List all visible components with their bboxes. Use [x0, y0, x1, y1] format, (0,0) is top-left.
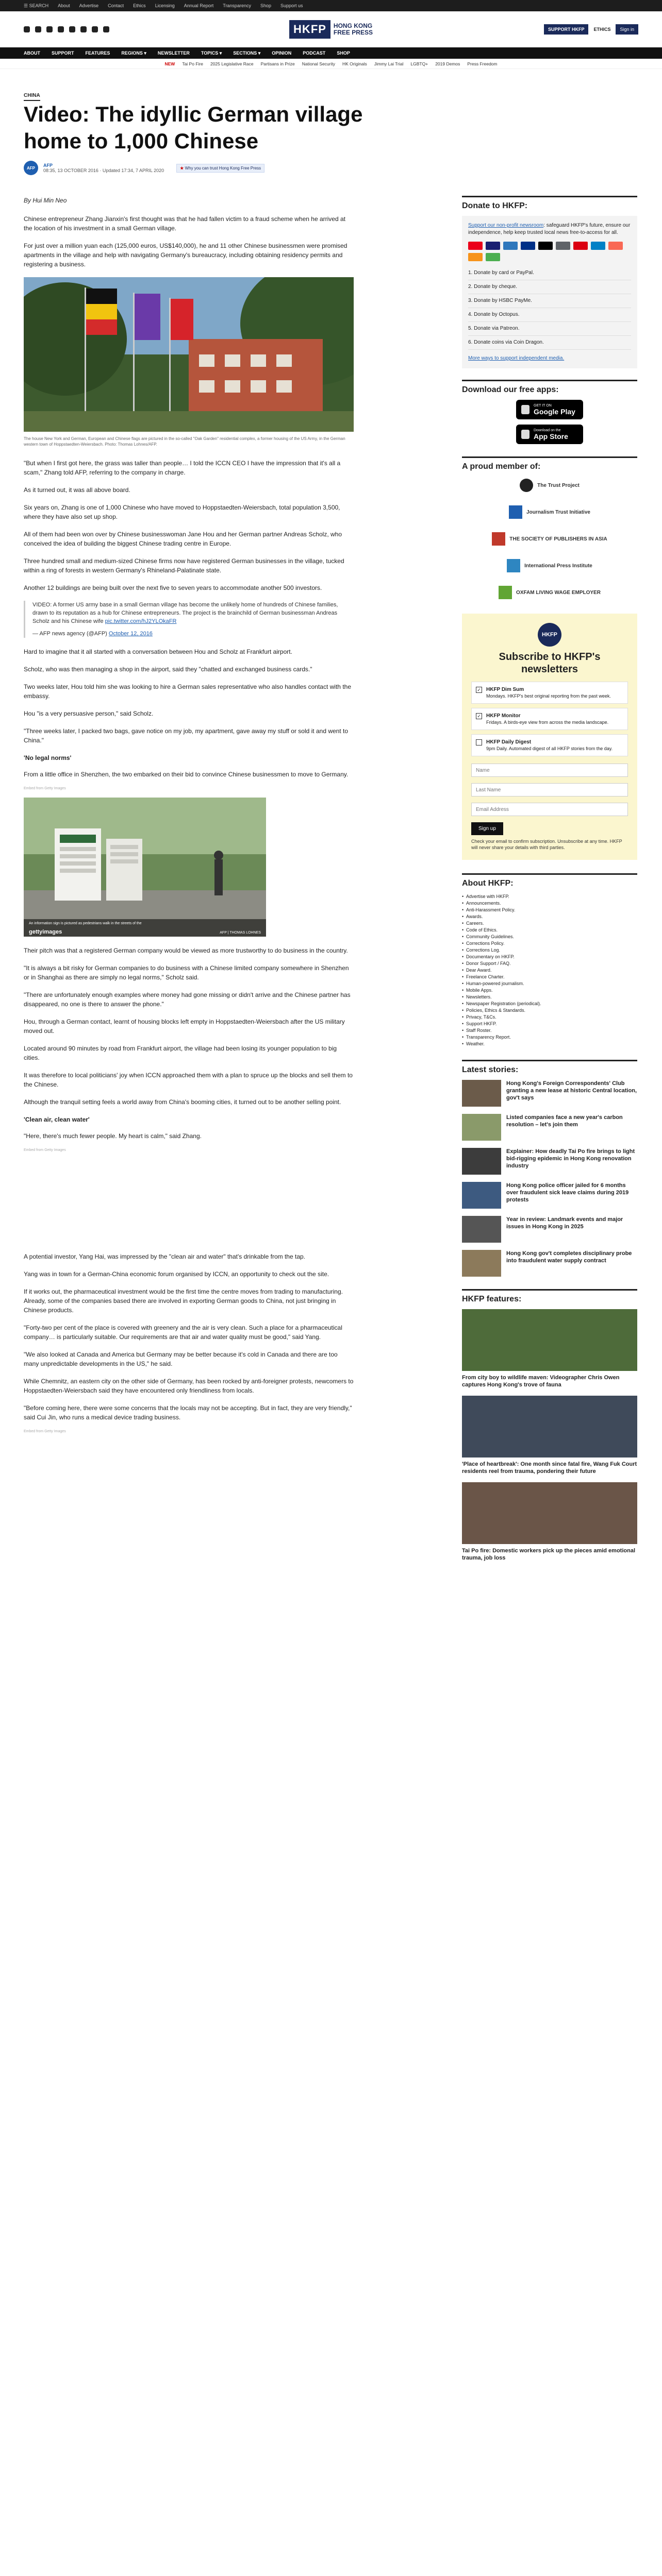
about-link[interactable]: • Awards. — [462, 913, 637, 920]
story-thumbnail[interactable] — [462, 1216, 501, 1243]
oak-garden-sign-illustration — [24, 798, 266, 937]
latest-story[interactable] — [462, 1114, 637, 1141]
about-link[interactable]: • Privacy, T&Cs. — [462, 1014, 637, 1021]
apple-pay-icon — [538, 242, 553, 250]
byline-meta — [43, 163, 164, 173]
apps-heading: Download our free apps: — [462, 380, 637, 395]
site-logo[interactable] — [289, 20, 373, 39]
nav-newsletter[interactable]: NEWSLETTER — [157, 50, 190, 56]
paragraph: "Forty-two per cent of the place is covered with greenery and the air is very clean. Such a place for a pharmaceutical company… is particularly suitable. Our requirements are that air and water quality must be good," said Yang. — [24, 1324, 342, 1341]
article-photo-flags[interactable] — [24, 277, 354, 432]
donate-heading: Donate to HKFP: — [462, 196, 637, 211]
about-link[interactable]: • Newspaper Registration (periodical). — [462, 1001, 637, 1007]
donate-option[interactable]: 5. Donate via Patreon. — [468, 322, 631, 336]
member-name: THE SOCIETY OF PUBLISHERS IN ASIA — [509, 536, 607, 542]
latest-story[interactable] — [462, 1216, 637, 1243]
last-name-input[interactable] — [471, 783, 628, 796]
embed-credit: Embed from Getty Images — [24, 1148, 66, 1152]
x-icon[interactable] — [35, 26, 41, 32]
getty-credit: AFP | THOMAS LOHNES — [220, 931, 261, 935]
option-desc: Fridays. A birds-eye view from across the media landscape. — [486, 720, 609, 725]
article-category[interactable]: CHINA — [24, 93, 40, 101]
tweet-source: — AFP news agency (@AFP) — [32, 631, 107, 637]
nav-shop[interactable]: SHOP — [337, 50, 350, 56]
util-transparency-link[interactable]: Transparency — [223, 3, 251, 8]
youtube-icon[interactable] — [58, 26, 64, 32]
about-link[interactable]: • Newsletters. — [462, 994, 637, 1001]
article-headline: Video: The idyllic German village home to 1,000 Chinese — [24, 102, 363, 153]
member-name: International Press Institute — [524, 563, 592, 569]
social-icons — [24, 26, 109, 32]
tweet-pic-link[interactable]: pic.twitter.com/hJ2YLOkaFR — [105, 618, 177, 624]
payment-icons — [468, 242, 631, 261]
email-input[interactable] — [471, 803, 628, 816]
article-dates: 08:35, 13 OCTOBER 2016 · Updated 17:34, 7 APRIL 2020 — [43, 168, 164, 173]
paragraph: "There are unfortunately enough examples where money had gone missing or didn't arrive and the Chinese partner has disappeared, no one is there to answer the phone." — [24, 991, 351, 1008]
util-search-link[interactable]: ☰ SEARCH — [24, 3, 49, 8]
sopa-logo[interactable] — [492, 530, 607, 548]
paragraph: Their pitch was that a registered German company would be viewed as more trustworthy to do business in the country. — [24, 947, 348, 954]
latest-story[interactable] — [462, 1182, 637, 1209]
about-link[interactable]: • Transparency Report. — [462, 1034, 637, 1041]
linkedin-icon[interactable] — [80, 26, 87, 32]
trust-star-icon: ★ — [180, 165, 184, 171]
paypal-icon — [521, 242, 535, 250]
donate-intro — [468, 222, 631, 236]
nav-opinion[interactable]: OPINION — [272, 50, 292, 56]
telegram-icon[interactable] — [92, 26, 98, 32]
trending-item[interactable]: National Security — [302, 61, 335, 66]
paragraph: Chinese entrepreneur Zhang Jianxin's first thought was that he had fallen victim to a fraud scheme when he arrived at the location of his investment in a small German village. — [24, 215, 345, 232]
coin-dragon-icon — [468, 253, 483, 261]
story-thumbnail[interactable] — [462, 1114, 501, 1141]
option-desc: 9pm Daily. Automated digest of all HKFP stories from the day. — [486, 746, 613, 751]
feature-title[interactable]: Tai Po fire: Domestic workers pick up the pieces amid emotional trauma, job loss — [462, 1548, 635, 1561]
donate-text: : safeguard HKFP's future, ensure our independence, help keep trusted local news free-to-access for all. — [468, 223, 631, 235]
octopus-icon — [591, 242, 605, 250]
about-link[interactable]: • Support HKFP. — [462, 1021, 637, 1027]
paragraph: Located around 90 minutes by road from Frankfurt airport, the village had been losing its younger population to big cities. — [24, 1045, 337, 1061]
ipi-logo[interactable] — [507, 557, 592, 574]
util-about-link[interactable]: About — [58, 3, 70, 8]
story-title[interactable]: Year in review: Landmark events and major issues in Hong Kong in 2025 — [506, 1216, 623, 1230]
member-name: Journalism Trust Initiative — [526, 509, 590, 515]
nav-regions[interactable]: REGIONS ▾ — [121, 50, 146, 56]
latest-story[interactable] — [462, 1080, 637, 1107]
trust-badge[interactable] — [176, 164, 264, 173]
feature-thumbnail[interactable] — [462, 1309, 637, 1371]
feature-story[interactable] — [462, 1309, 637, 1388]
getty-caption: An information sign is pictured as pedestrians walk in the streets of the — [29, 922, 142, 925]
about-link[interactable]: • Mobile Apps. — [462, 987, 637, 994]
author-avatar[interactable]: AFP — [24, 161, 38, 175]
latest-stories — [462, 1080, 637, 1277]
features-heading: HKFP features: — [462, 1289, 637, 1304]
about-link[interactable]: • Announcements. — [462, 900, 637, 907]
about-link[interactable]: • Anti-Harassment Policy. — [462, 907, 637, 913]
paragraph: "Here, there's much fewer people. My heart is calm," said Zhang. — [24, 1132, 202, 1140]
logo-line-1: HONG KONG — [333, 22, 373, 29]
mastercard-icon — [468, 242, 483, 250]
feature-thumbnail[interactable] — [462, 1396, 637, 1458]
brand-bar — [0, 11, 662, 47]
latest-story[interactable] — [462, 1148, 637, 1175]
patreon-icon — [608, 242, 623, 250]
nav-support[interactable]: SUPPORT — [52, 50, 74, 56]
app-badges — [462, 400, 637, 444]
facebook-icon[interactable] — [24, 26, 30, 32]
tweet-body — [32, 601, 354, 625]
checkbox-unchecked[interactable] — [476, 739, 482, 745]
about-link[interactable]: • Dear Award. — [462, 967, 637, 974]
photo-caption: The house New York and German, European and Chinese flags are pictured in the so-called "Oak Garden" residential complex, a former housing of the US Army, in the German western town of Hoppstaedten-Weiersbach. Photo: Thomas Lohnes/AFP. — [24, 436, 345, 447]
newsletter-option-dim-sum[interactable] — [471, 682, 628, 704]
about-link[interactable]: • Advertise with HKFP. — [462, 893, 637, 900]
option-text — [486, 713, 608, 725]
about-links — [462, 893, 637, 1047]
donate-link[interactable]: Support our non-profit newsroom — [468, 223, 544, 228]
paragraph: As it turned out, it was all above board. — [24, 486, 130, 494]
nav-features[interactable]: FEATURES — [85, 50, 110, 56]
trust-project-logo[interactable] — [520, 477, 580, 494]
embedded-tweet[interactable] — [24, 601, 354, 638]
main-nav — [0, 47, 662, 59]
logo-wordmark — [334, 23, 373, 36]
trending-item[interactable]: Jimmy Lai Trial — [374, 61, 404, 66]
paragraph: If it works out, the pharmaceutical investment would be the first time the centre moves from trading to manufacturing. Already, some of the companies based there are involved in exporting German goods to China, not just bringing in Chinese products. — [24, 1288, 343, 1314]
feature-story[interactable] — [462, 1396, 637, 1475]
story-title[interactable]: Hong Kong gov't completes disciplinary probe into fraudulent water supply contract — [506, 1250, 632, 1264]
brand-actions — [544, 24, 638, 35]
oxfam-icon — [499, 586, 512, 599]
checkbox-checked[interactable]: ✓ — [476, 713, 482, 719]
story-thumbnail[interactable] — [462, 1148, 501, 1175]
donate-option[interactable]: 1. Donate by card or PayPal. — [468, 266, 631, 280]
flags-illustration — [24, 277, 354, 432]
features-list — [462, 1309, 637, 1562]
about-link[interactable]: • Freelance Charter. — [462, 974, 637, 980]
getty-embed-placeholder — [24, 1159, 354, 1252]
signup-button[interactable]: Sign up — [471, 822, 503, 835]
instagram-icon[interactable] — [46, 26, 53, 32]
nav-podcast[interactable]: PODCAST — [303, 50, 326, 56]
nav-sections[interactable]: SECTIONS ▾ — [233, 50, 261, 56]
about-link[interactable]: • Corrections Log. — [462, 947, 637, 954]
signup-row — [471, 819, 628, 838]
google-play-icon — [521, 405, 529, 414]
embed-credit: Embed from Getty Images — [24, 787, 66, 790]
paragraph: Hou, through a German contact, learnt of housing blocks left empty in Hoppstaedten-Weiersbach after the US military moved out. — [24, 1018, 345, 1035]
paragraph: Hou "is a very persuasive person," said Scholz. — [24, 710, 154, 717]
trending-item[interactable]: Partisans in Prize — [260, 61, 295, 66]
trending-item[interactable]: LGBTQ+ — [410, 61, 428, 66]
donate-box — [462, 216, 637, 368]
sopa-icon — [492, 532, 505, 546]
story-title[interactable]: Listed companies face a new year's carbon resolution – let's join them — [506, 1114, 623, 1128]
trending-new-label: NEW — [164, 61, 175, 66]
about-link[interactable]: • Policies, Ethics & Standards. — [462, 1007, 637, 1014]
util-shop-link[interactable]: Shop — [260, 3, 271, 8]
paragraph: For just over a million yuan each (125,000 euros, US$140,000), he and 11 other Chinese businessmen were promised apartments in the village and help with navigating Germany's bureaucracy, including obtaining residency permits and registering a business. — [24, 242, 347, 268]
paragraph: Yang was in town for a German-China economic forum organised by ICCN, an opportunity to check out the site. — [24, 1270, 329, 1278]
app-store-big: App Store — [534, 432, 568, 440]
paragraph: Six years on, Zhang is one of 1,000 Chinese who have moved to Hoppstaedten-Weiersbach, total population 3,500, where they have also set up shop. — [24, 504, 340, 520]
feature-title[interactable]: 'Place of heartbreak': One month since fatal fire, Wang Fuk Court residents reel from trauma, pondering their future — [462, 1461, 637, 1475]
trending-item[interactable]: Tai Po Fire — [182, 61, 203, 66]
newsletter-logo: HKFP — [538, 623, 561, 647]
about-link[interactable]: • Community Guidelines. — [462, 934, 637, 940]
newsletter-signup — [462, 614, 637, 860]
name-input[interactable] — [471, 764, 628, 777]
donate-option[interactable]: 3. Donate by HSBC PayMe. — [468, 294, 631, 308]
getty-embed-photo[interactable] — [24, 798, 266, 937]
nav-about[interactable]: ABOUT — [24, 50, 40, 56]
newsletter-note: Check your email to confirm subscription. Unsubscribe at any time. HKFP will never share your details with third parties. — [471, 839, 622, 850]
latest-story[interactable] — [462, 1250, 637, 1277]
feature-story[interactable] — [462, 1482, 637, 1562]
jti-logo[interactable] — [509, 503, 590, 521]
paragraph: "Before coming here, there were some concerns that the locals may not be accepting. But in fact, they are very friendly," said Cui Jin, who runs a medical device trading business. — [24, 1404, 352, 1421]
threads-icon[interactable] — [69, 26, 75, 32]
member-name: The Trust Project — [537, 482, 580, 488]
tweet-attribution — [32, 630, 354, 638]
trending-bar — [0, 59, 662, 69]
about-link[interactable]: • Human-powered journalism. — [462, 980, 637, 987]
utility-bar — [0, 0, 662, 11]
more-ways-link[interactable]: More ways to support independent media. — [468, 355, 565, 361]
paragraph: From a little office in Shenzhen, the two embarked on their bid to convince Chinese businessmen to move to Germany. — [24, 771, 349, 778]
donate-option[interactable]: 4. Donate by Octopus. — [468, 308, 631, 322]
jti-icon — [509, 505, 522, 519]
story-thumbnail[interactable] — [462, 1250, 501, 1277]
donate-options — [468, 266, 631, 350]
paragraph: "It is always a bit risky for German companies to do business with a Chinese limited company somewhere in Shenzhen or in Shanghai as there are simply no legal norms," Scholz said. — [24, 964, 349, 981]
paragraph: Another 12 buildings are being built over the next five to seven years to accommodate another 500 investors. — [24, 584, 322, 591]
paragraph: All of them had been won over by Chinese businesswoman Jane Hou and her German partner Andreas Scholz, who conceived the idea of building the biggest Chinese trading centre in Europe. — [24, 531, 342, 547]
story-thumbnail[interactable] — [462, 1080, 501, 1107]
donate-option[interactable]: 6. Donate coins via Coin Dragon. — [468, 336, 631, 350]
option-name: HKFP Dim Sum — [486, 687, 524, 692]
newsletter-option-monitor[interactable] — [471, 708, 628, 730]
option-desc: Mondays. HKFP's best original reporting from the past week. — [486, 693, 611, 699]
subheading: 'No legal norms' — [24, 754, 72, 761]
about-link[interactable]: • Code of Ethics. — [462, 927, 637, 934]
subheading: 'Clean air, clean water' — [24, 1116, 90, 1123]
paragraph: While Chemnitz, an eastern city on the other side of Germany, has been rocked by anti-foreigner protests, newcomers to Hoppstaedten-Weiersbach said they have encountered only friendliness from locals. — [24, 1378, 354, 1394]
cheque-icon — [486, 253, 500, 261]
tweet-date-link[interactable]: October 12, 2016 — [108, 631, 153, 637]
google-play-badge[interactable] — [516, 400, 583, 419]
google-pay-icon — [556, 242, 570, 250]
nav-topics[interactable]: TOPICS ▾ — [201, 50, 222, 56]
trending-item[interactable]: 2025 Legislative Race — [210, 61, 254, 66]
option-text — [486, 686, 611, 699]
newsletter-title: Subscribe to HKFP's newsletters — [499, 651, 601, 675]
paragraph: "Three weeks later, I packed two bags, gave notice on my job, my apartment, gave away my stuff or sold it and went to China." — [24, 727, 349, 744]
util-advertise-link[interactable]: Advertise — [79, 3, 99, 8]
util-ethics-link[interactable]: Ethics — [133, 3, 146, 8]
paragraph: Three hundred small and medium-sized Chinese firms now have registered German businesses in the village, tucked within a ring of forests in western Germany's Rhineland-Palatinate state. — [24, 557, 344, 574]
hsbc-icon — [573, 242, 588, 250]
visa-icon — [486, 242, 500, 250]
feature-thumbnail[interactable] — [462, 1482, 637, 1544]
trending-item[interactable]: 2019 Demos — [435, 61, 460, 66]
about-link[interactable]: • Staff Roster. — [462, 1027, 637, 1034]
author-name[interactable]: AFP — [43, 163, 53, 168]
feature-title[interactable]: From city boy to wildlife maven: Videographer Chris Owen captures Hong Kong's trove of fauna — [462, 1375, 620, 1388]
article-body — [24, 196, 354, 1440]
story-title[interactable]: Hong Kong's Foreign Correspondents' Club granting a new lease at historic Central location, gov't says — [506, 1080, 637, 1101]
paragraph: "We also looked at Canada and America but Germany may be better because it's cold in Canada and there are too many unpredictable developments in the US," he said. — [24, 1351, 338, 1367]
about-link[interactable]: • Careers. — [462, 920, 637, 927]
support-hkfp-button[interactable]: SUPPORT HKFP — [544, 24, 589, 35]
story-title[interactable]: Explainer: How deadly Tai Po fire brings to light bid-rigging epidemic in Hong Kong renovation industry — [506, 1148, 635, 1169]
amex-icon — [503, 242, 518, 250]
paragraph: It was therefore to local politicians' joy when ICCN approached them with a plan to spruce up the blocks and sell them to the Chinese. — [24, 1072, 353, 1088]
logo-mark: HKFP — [289, 20, 330, 39]
paragraph: Two weeks later, Hou told him she was looking to hire a German sales representative who also handles contact with the embassy. — [24, 683, 351, 700]
newsletter-option-daily-digest[interactable] — [471, 734, 628, 756]
members-heading: A proud member of: — [462, 456, 637, 471]
app-store-small: Download on the — [534, 428, 561, 432]
embed-credit: Embed from Getty Images — [24, 1430, 66, 1433]
member-logos — [462, 477, 637, 601]
util-support-link[interactable]: Support us — [280, 3, 303, 8]
about-link[interactable]: • Corrections Policy. — [462, 940, 637, 947]
apple-icon — [521, 430, 529, 439]
article-author-line: By Hui Min Neo — [24, 197, 67, 204]
ethics-link[interactable]: ETHICS — [593, 26, 611, 32]
util-licensing-link[interactable]: Licensing — [155, 3, 175, 8]
article-byline — [24, 161, 264, 175]
ipi-icon — [507, 559, 520, 572]
paragraph: A potential investor, Yang Hai, was impressed by the "clean air and water" that's drinkable from the tap. — [24, 1253, 305, 1260]
paragraph: Although the tranquil setting feels a world away from China's booming cities, it turned out to be another selling point. — [24, 1098, 341, 1106]
tweet-text: VIDEO: A former US army base in a small German village has become the unlikely home of hundreds of Chinese families, drawn to its reputation as a hub for Chinese entrepreneurs. The project is the brainchild of German businessman Andreas Scholz and his Chinese wife — [32, 602, 338, 624]
util-contact-link[interactable]: Contact — [108, 3, 124, 8]
option-text — [486, 739, 613, 752]
about-link[interactable]: • Documentary on HKFP. — [462, 954, 637, 960]
about-link[interactable]: • Donor Support / FAQ. — [462, 960, 637, 967]
getty-logo[interactable]: gettyimages — [29, 929, 62, 935]
donate-option[interactable]: 2. Donate by cheque. — [468, 280, 631, 294]
util-annual-report-link[interactable]: Annual Report — [184, 3, 214, 8]
story-title[interactable]: Hong Kong police officer jailed for 6 months over fraudulent sick leave claims during 2019 protests — [506, 1182, 629, 1203]
oxfam-logo[interactable] — [499, 584, 601, 601]
checkbox-checked[interactable]: ✓ — [476, 687, 482, 693]
trust-badge-text: Why you can trust Hong Kong Free Press — [185, 165, 261, 171]
sidebar — [462, 196, 637, 1569]
app-store-badge[interactable] — [516, 425, 583, 444]
google-play-small: GET IT ON — [534, 403, 552, 408]
sign-in-button[interactable]: Sign in — [616, 24, 638, 35]
trust-project-icon — [520, 479, 533, 492]
about-link[interactable]: • Weather. — [462, 1041, 637, 1047]
paragraph: "But when I first got here, the grass was taller than people… I told the ICCN CEO I have the impression that it's all a scam," Zhang told AFP, referring to the company in charge. — [24, 460, 341, 476]
member-name: OXFAM LIVING WAGE EMPLOYER — [516, 589, 601, 596]
paragraph: Scholz, who was then managing a shop in the airport, said they "chatted and exchanged business cards." — [24, 666, 312, 673]
option-name: HKFP Monitor — [486, 713, 521, 719]
option-name: HKFP Daily Digest — [486, 739, 532, 745]
trending-item[interactable]: HK Originals — [342, 61, 367, 66]
trending-item[interactable]: Press Freedom — [467, 61, 498, 66]
paragraph: Hard to imagine that it all started with a conversation between Hou and Scholz at Frankfurt airport. — [24, 648, 292, 655]
about-heading: About HKFP: — [462, 873, 637, 888]
logo-line-2: FREE PRESS — [333, 28, 373, 36]
google-play-big: Google Play — [534, 407, 575, 416]
latest-heading: Latest stories: — [462, 1060, 637, 1075]
story-thumbnail[interactable] — [462, 1182, 501, 1209]
rss-icon[interactable] — [103, 26, 109, 32]
